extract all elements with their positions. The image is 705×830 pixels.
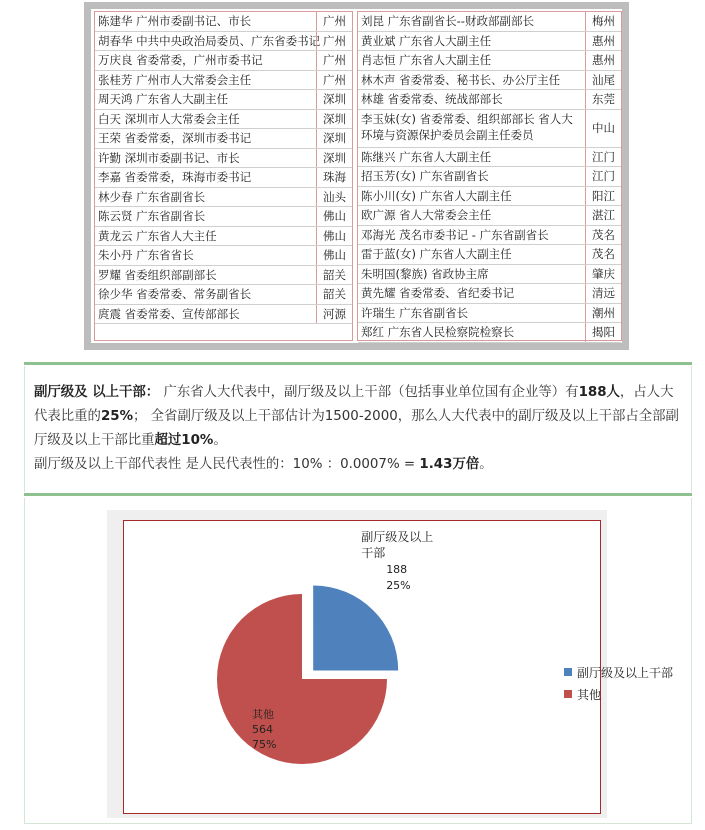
official-city: 阳江 — [585, 187, 621, 206]
officials-table — [91, 9, 622, 343]
analysis-paragraph-1 — [34, 381, 681, 453]
table-row — [95, 305, 352, 325]
official-name-title: 邓海光 茂名市委书记 - 广东省副省长 — [361, 227, 549, 242]
official-name-title: 王荣 省委常委，深圳市委书记 — [98, 131, 252, 145]
table-row — [95, 188, 352, 208]
official-city: 深圳 — [316, 149, 352, 168]
divider-bottom — [24, 493, 692, 496]
official-city: 中山 — [585, 110, 621, 147]
official-name-title: 白天 深圳市人大常委会主任 — [98, 111, 240, 126]
official-name-title: 招玉芳(女) 广东省副省长 — [361, 169, 489, 183]
official-name-title: 陈建华 广州市委副书记、市长 — [98, 14, 252, 28]
table-row — [358, 323, 621, 343]
official-city: 汕头 — [316, 188, 352, 207]
table-row — [95, 266, 352, 286]
official-name-title: 许勤 深圳市委副书记、市长 — [98, 150, 240, 165]
official-name-title: 朱明国(黎族) 省政协主席 — [361, 266, 489, 281]
legend-item — [564, 683, 673, 705]
official-city: 惠州 — [585, 51, 621, 70]
table-row — [358, 90, 621, 110]
official-name-title: 林少春 广东省副省长 — [98, 189, 206, 204]
official-name-title: 庹震 省委常委、宣传部部长 — [98, 306, 240, 321]
table-row — [358, 187, 621, 207]
pie-chart-svg — [124, 521, 602, 815]
official-city: 韶关 — [316, 266, 352, 285]
official-city: 佛山 — [316, 207, 352, 226]
analysis-paragraph-2 — [34, 453, 681, 477]
official-city: 广州 — [316, 51, 352, 70]
official-name-title: 李嘉 省委常委，珠海市委书记 — [98, 170, 252, 184]
bold-heading: 副厅级及 以上干部： — [34, 385, 160, 400]
official-name-title: 林雄 省委常委、统战部部长 — [361, 92, 503, 106]
official-city: 深圳 — [316, 90, 352, 109]
official-name-title: 罗耀 省委组织部副部长 — [98, 267, 217, 282]
table-row — [95, 207, 352, 227]
official-name-title: 朱小丹 广东省省长 — [98, 248, 194, 262]
table-row — [95, 246, 352, 266]
text-span: 广东省人大代表中，副厅级及以上干部（包括事业单位国有企业等）有 — [159, 385, 579, 400]
slice-data-label: 其他 564 75% — [252, 708, 277, 751]
table-row — [358, 284, 621, 304]
legend-label: 副厅级及以上干部 — [577, 665, 674, 680]
bold-multiple: 1.43万倍 — [419, 457, 480, 472]
official-name-title: 肖志恒 广东省人大副主任 — [361, 53, 492, 67]
table-row — [358, 51, 621, 71]
pie-chart — [123, 520, 674, 814]
divider-top — [24, 362, 692, 365]
table-row — [358, 167, 621, 187]
official-city: 河源 — [316, 305, 352, 324]
official-city: 汕尾 — [585, 71, 621, 90]
table-row — [358, 304, 621, 324]
table-row — [95, 51, 352, 71]
table-row — [95, 149, 352, 169]
legend-item — [564, 661, 673, 683]
table-row — [95, 110, 352, 130]
official-city: 茂名 — [585, 245, 621, 264]
official-name-title: 徐少华 省委常委、常务副省长 — [98, 287, 252, 301]
official-name-title: 林木声 省委常委、秘书长、办公厅主任 — [361, 72, 561, 87]
table-row — [95, 168, 352, 188]
official-name-title: 刘昆 广东省副省长--财政部副部长 — [361, 14, 534, 28]
official-city: 肇庆 — [585, 265, 621, 284]
table-row — [95, 227, 352, 247]
table-row — [95, 32, 352, 52]
legend-label: 其他 — [577, 687, 602, 702]
table-row — [358, 110, 621, 148]
text-span: ； 全省副厅级及以上干部估计为1500-2000，那么人大代表中的副厅级及以上干部占全部副厅级及以上干部比重 — [34, 409, 679, 448]
table-row — [95, 12, 352, 32]
bold-percent: 25% — [100, 409, 134, 424]
table-row — [95, 129, 352, 149]
official-city: 江门 — [585, 167, 621, 186]
table-row — [95, 71, 352, 91]
analysis-text — [24, 366, 692, 492]
official-name-title: 郑红 广东省人民检察院检察长 — [361, 325, 515, 339]
bold-count: 188人 — [578, 385, 620, 400]
official-name-title: 陈继兴 广东省人大副主任 — [361, 149, 492, 164]
official-name-title: 陈小川(女) 广东省人大副主任 — [361, 188, 512, 203]
text-span: 副厅级及以上干部代表性 是人民代表性的：10% ：0.0007% = — [34, 457, 420, 472]
table-row — [95, 90, 352, 110]
official-name-title: 欧广源 省人大常委会主任 — [361, 208, 492, 222]
official-city: 深圳 — [316, 129, 352, 148]
official-city: 揭阳 — [585, 323, 621, 342]
text-span: ，占人大代表比重的 — [34, 385, 674, 424]
official-city: 广州 — [316, 71, 352, 90]
official-name-title: 陈云贤 广东省副省长 — [98, 209, 206, 223]
official-name-title: 胡春华 中共中央政治局委员、广东省委书记 — [98, 33, 321, 48]
official-city: 佛山 — [316, 246, 352, 265]
official-name-title: 万庆良 省委常委，广州市委书记 — [98, 53, 263, 67]
official-name-title: 张桂芳 广州市人大常委会主任 — [98, 72, 252, 87]
officials-table-image — [84, 2, 629, 350]
official-city: 广州 — [316, 12, 352, 31]
legend-swatch — [564, 668, 572, 676]
table-row — [358, 206, 621, 226]
official-city: 潮州 — [585, 304, 621, 323]
table-row — [358, 265, 621, 285]
table-column-left — [94, 11, 353, 341]
official-name-title: 黄业斌 广东省人大副主任 — [361, 33, 492, 48]
text-span: 。 — [213, 433, 227, 448]
table-row — [358, 148, 621, 168]
official-name-title: 黄先耀 省委常委、省纪委书记 — [361, 286, 515, 300]
pie-slice — [313, 585, 398, 670]
official-name-title: 许瑞生 广东省副省长 — [361, 305, 469, 320]
legend-swatch — [564, 690, 572, 698]
official-name-title: 周天鸿 广东省人大副主任 — [98, 92, 229, 106]
official-name-title: 雷于蓝(女) 广东省人大副主任 — [361, 247, 512, 261]
chart-legend — [564, 661, 673, 705]
official-city: 梅州 — [585, 12, 621, 31]
official-city: 惠州 — [585, 32, 621, 51]
official-city: 茂名 — [585, 226, 621, 245]
official-city: 湛江 — [585, 206, 621, 225]
table-row — [358, 71, 621, 91]
official-name-title: 黄龙云 广东省人大主任 — [98, 228, 217, 243]
chart-container — [24, 498, 692, 824]
table-row — [358, 245, 621, 265]
official-city: 深圳 — [316, 110, 352, 129]
official-city: 广州 — [316, 32, 352, 51]
slice-data-label: 副厅级及以上干部188 25% — [361, 530, 434, 592]
official-city: 江门 — [585, 148, 621, 167]
official-city: 珠海 — [316, 168, 352, 187]
table-column-right — [357, 11, 622, 341]
table-row — [358, 32, 621, 52]
official-name-title: 李玉妹(女) 省委常委、组织部部长 省人大环境与资源保护委员会副主任委员 — [361, 111, 573, 142]
official-city: 佛山 — [316, 227, 352, 246]
table-row — [95, 285, 352, 305]
table-row — [358, 12, 621, 32]
official-city: 清远 — [585, 284, 621, 303]
bold-ratio: 超过10% — [154, 433, 214, 448]
official-city: 东莞 — [585, 90, 621, 109]
official-city: 韶关 — [316, 285, 352, 304]
text-span: 。 — [479, 457, 493, 472]
table-row — [358, 226, 621, 246]
